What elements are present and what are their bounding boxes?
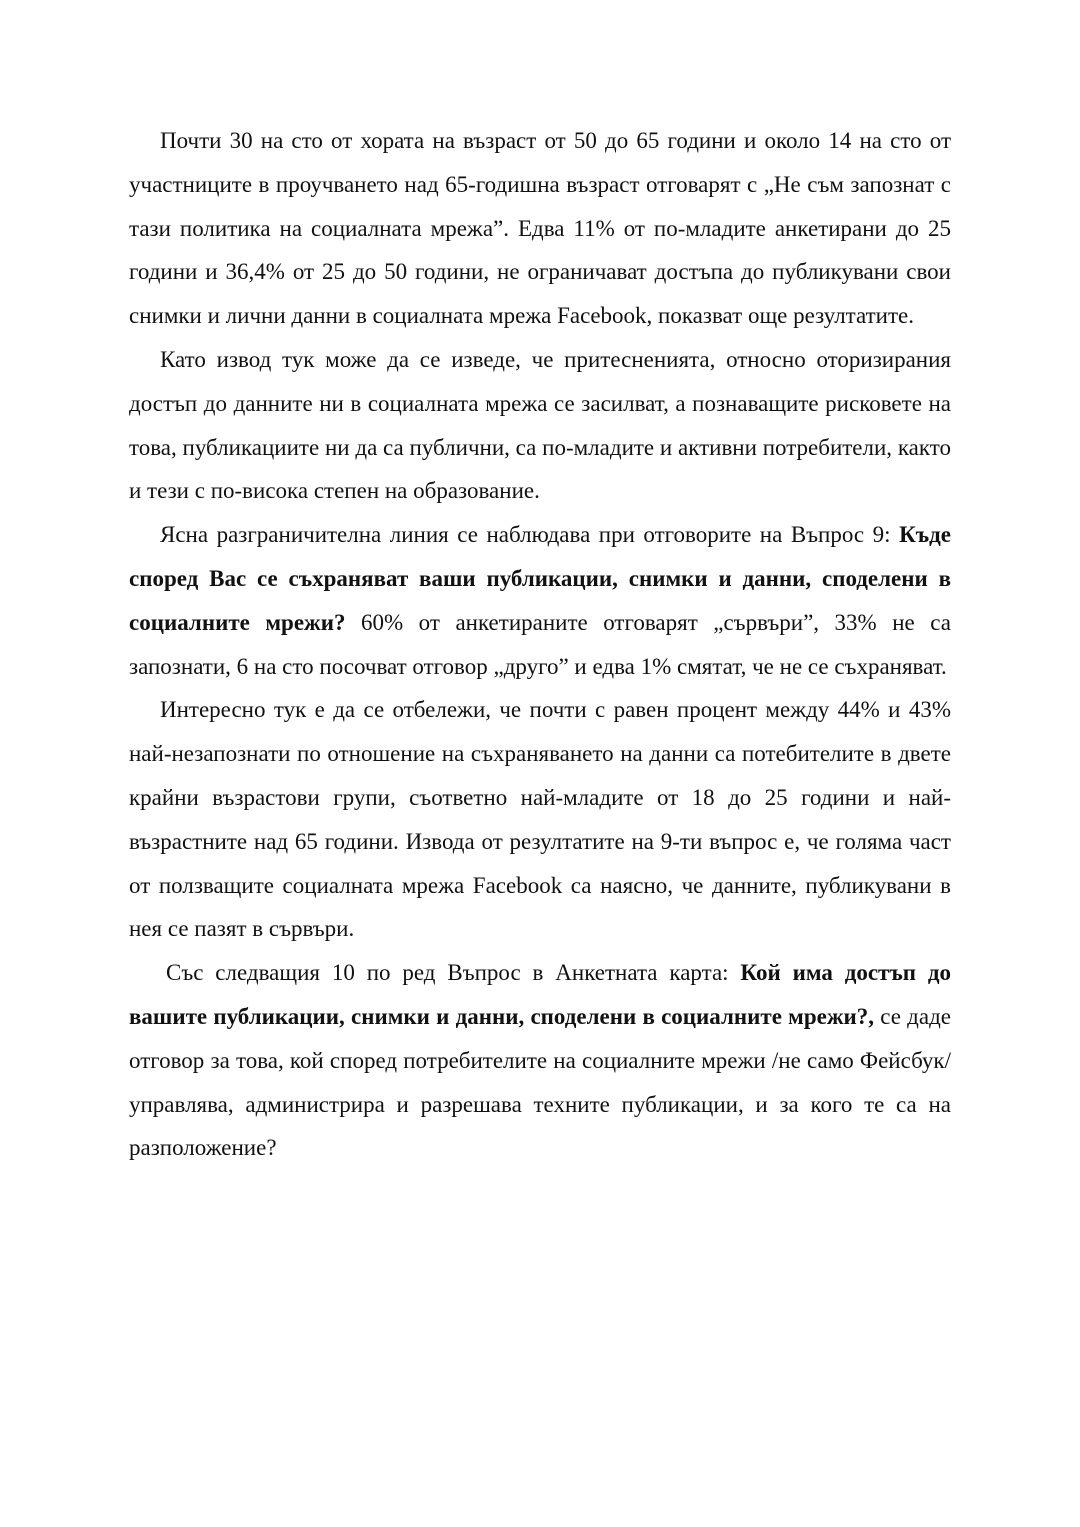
- paragraph-awareness-by-age: Почти 30 на сто от хората на възраст от 50 до 65 години и около 14 на сто от участниците в проучването над 65-годишна възраст отговарят с „Не съм запознат с тази политика на социалната мрежа”. Едва 11% от по-младите анкетирани до 25 години и 36,4% от 25 до 50 години, не ограничават достъпа до публикувани свои снимки и лични данни в социалната мрежа Facebook, показват още резултатите.: [129, 128, 951, 329]
- paragraph-storage-awareness: Интересно тук е да се отбележи, че почти с равен процент между 44% и 43% най-незапознати по отношение на съхраняването на данни са потебителите в двете крайни възрастови групи, съответно най-младите от 18 до 25 години и най-възрастните над 65 години. Извода от резултатите на 9-ти въпрос е, че голяма част от ползващите социалната мрежа Facebook са наясно, че данните, публикувани в нея се пазят в сървъри.: [129, 697, 951, 942]
- question-10-intro: Със следващия 10 по ред Въпрос в Анкетната карта:: [166, 960, 741, 986]
- question-9-intro: Ясна разграничителна линия се наблюдава при отговорите на Въпрос 9:: [160, 522, 900, 548]
- paragraph-question-9: [129, 513, 951, 688]
- question-9-results: 60% от анкетираните отговарят „сървъри”, 33% не са запознати, 6 на сто посочват отговор „друго” и едва 1% смятат, че не се съхраняват.: [129, 609, 951, 679]
- paragraph-question-10: [129, 951, 951, 1170]
- question-10-description: се даде отговор за това, кой според потребителите на социалните мрежи /не само Фейсбук/ управлява, администрира и разрешава техните публикации, и за кого те са на разположение?: [129, 1003, 951, 1161]
- question-10-text: Кой има достъп до вашите публикации, снимки и данни, споделени в социалните мрежи?,: [129, 960, 952, 1029]
- document-page: [129, 119, 951, 1170]
- paragraph-conclusion: Като извод тук може да се изведе, че притесненията, относно оторизирания достъп до данните ни в социалната мрежа се засилват, а познаващите рисковете на това, публикациите ни да са публични, са по-младите и активни потребители, както и тези с по-висока степен на образование.: [129, 346, 951, 504]
- question-9-text: Къде според Вас се съхраняват ваши публикации, снимки и данни, споделени в социалните мрежи?: [129, 522, 951, 635]
